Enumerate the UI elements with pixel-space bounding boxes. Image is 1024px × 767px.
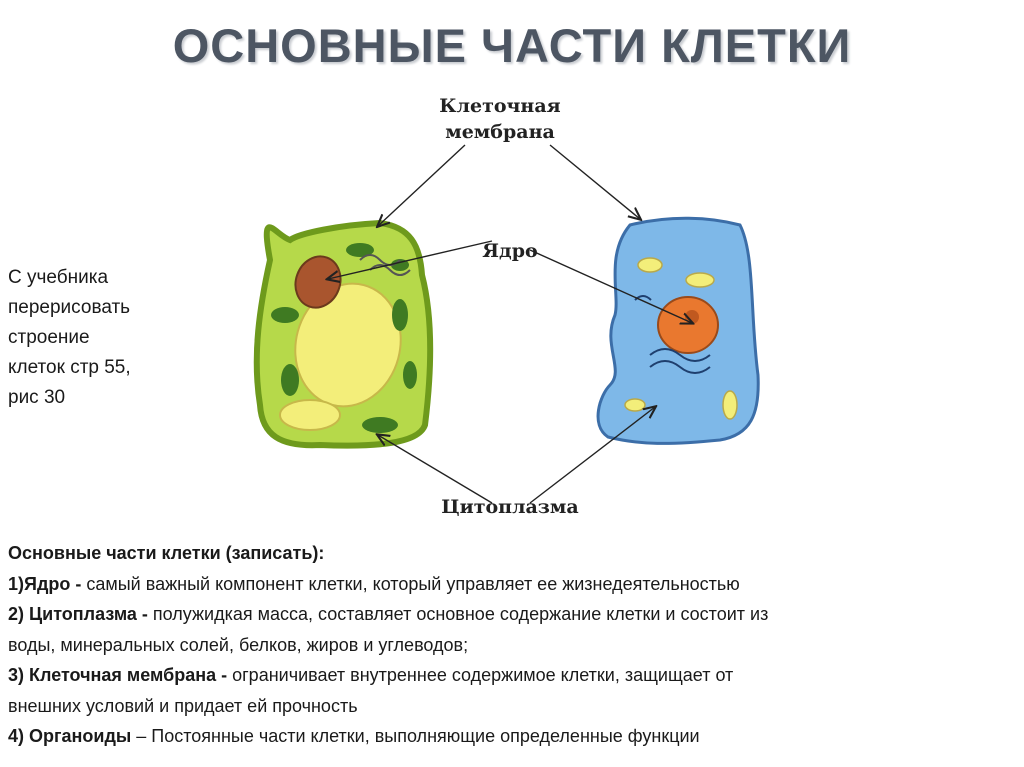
note-item-cytoplasm-cont: воды, минеральных солей, белков, жиров и углеводов;: [8, 634, 469, 655]
animal-nucleus: [658, 297, 718, 353]
cell-diagram: [230, 85, 790, 525]
chloroplast: [362, 417, 398, 433]
note-text: – Постоянные части клетки, выполняющие определенные функции: [131, 726, 700, 746]
note-item-nucleus: [8, 569, 1008, 600]
textbook-note-line: перерисовать: [8, 297, 131, 318]
textbook-note: [8, 263, 178, 413]
chloroplast: [281, 364, 299, 396]
label-cell-membrane: [420, 93, 580, 145]
plant-cell: [257, 223, 431, 446]
textbook-note-line: С учебника: [8, 267, 109, 288]
chloroplast: [403, 361, 417, 389]
note-text: самый важный компонент клетки, который управляет ее жизнедеятельностью: [86, 573, 740, 594]
mitochondrion: [686, 273, 714, 287]
note-term: 1)Ядро -: [8, 573, 87, 594]
mitochondrion: [625, 399, 645, 411]
note-text: полужидкая масса, составляет основное содержание клетки и состоит из: [152, 604, 769, 624]
cell-parts-notes: [8, 538, 1008, 752]
note-item-membrane: [8, 660, 1008, 691]
label-cell-membrane-line1: Клеточная: [439, 95, 561, 117]
note-text: ограничивает внутреннее содержимое клетки, защищает от: [232, 665, 734, 685]
cell-illustration: [230, 85, 790, 525]
note-term: 4) Органоиды: [8, 726, 132, 746]
label-cytoplasm: Цитоплазма: [441, 496, 579, 518]
animal-cell: [598, 218, 758, 443]
note-item-membrane-cont: внешних условий и придает ей прочность: [8, 695, 358, 716]
chloroplast: [271, 307, 299, 323]
note-item-cytoplasm: [8, 599, 1008, 630]
label-nucleus: Ядро: [482, 240, 538, 262]
mitochondrion: [638, 258, 662, 272]
note-term: 3) Клеточная мембрана -: [8, 665, 233, 685]
textbook-note-line: рис 30: [8, 387, 66, 408]
textbook-note-line: клеток стр 55,: [8, 357, 131, 378]
textbook-note-line: строение: [8, 327, 90, 348]
note-term: 2) Цитоплазма -: [8, 604, 153, 624]
label-cell-membrane-line2: мембрана: [445, 121, 555, 143]
mitochondrion: [723, 391, 737, 419]
chloroplast: [392, 299, 408, 331]
vacuole-small: [280, 400, 340, 430]
slide-title: ОСНОВНЫЕ ЧАСТИ КЛЕТКИ: [172, 19, 852, 72]
notes-heading: Основные части клетки (записать):: [8, 543, 325, 563]
note-item-organelles: [8, 721, 1008, 752]
